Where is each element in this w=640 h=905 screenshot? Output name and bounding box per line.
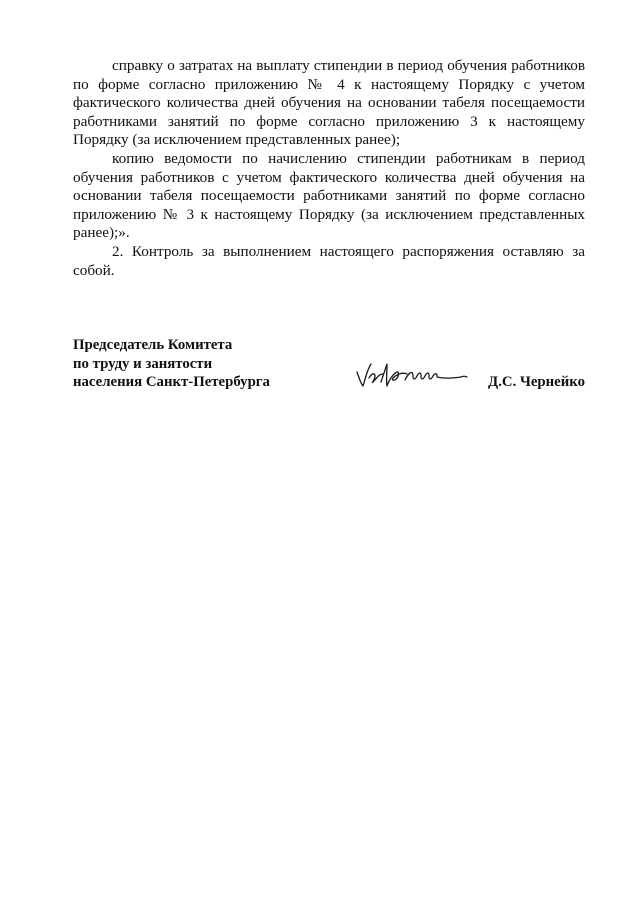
paragraph-expense-certificate: справку о затратах на выплату стипендии в период обучения работников по форме согласно приложению № 4 к настоящему Порядку с учетом фактического количества дней обучения на основании табеля посещаемости работниками занятий по форме согласно приложению 3 к настоящему Порядку (за исключением представленных ранее);	[73, 57, 585, 149]
signer-title-line-3: населения Санкт-Петербурга	[73, 374, 270, 391]
document-body	[73, 57, 585, 280]
signer-title-line-1: Председатель Комитета	[73, 337, 233, 353]
signer-title	[73, 336, 270, 392]
signer-name: Д.С. Чернейко	[488, 374, 585, 390]
signature-block	[73, 336, 585, 396]
paragraph-stipend-statement: копию ведомости по начислению стипендии работникам в период обучения работников с учетом фактического количества дней обучения на основании табеля посещаемости работниками занятий по форме согласно приложению № 3 к настоящему Порядку (за исключением представленных ранее);».	[73, 149, 585, 242]
handwritten-signature-icon	[353, 356, 473, 392]
signer-title-line-2: по труду и занятости	[73, 355, 213, 372]
paragraph-control-clause: 2. Контроль за выполнением настоящего распоряжения оставляю за собой.	[73, 242, 585, 279]
